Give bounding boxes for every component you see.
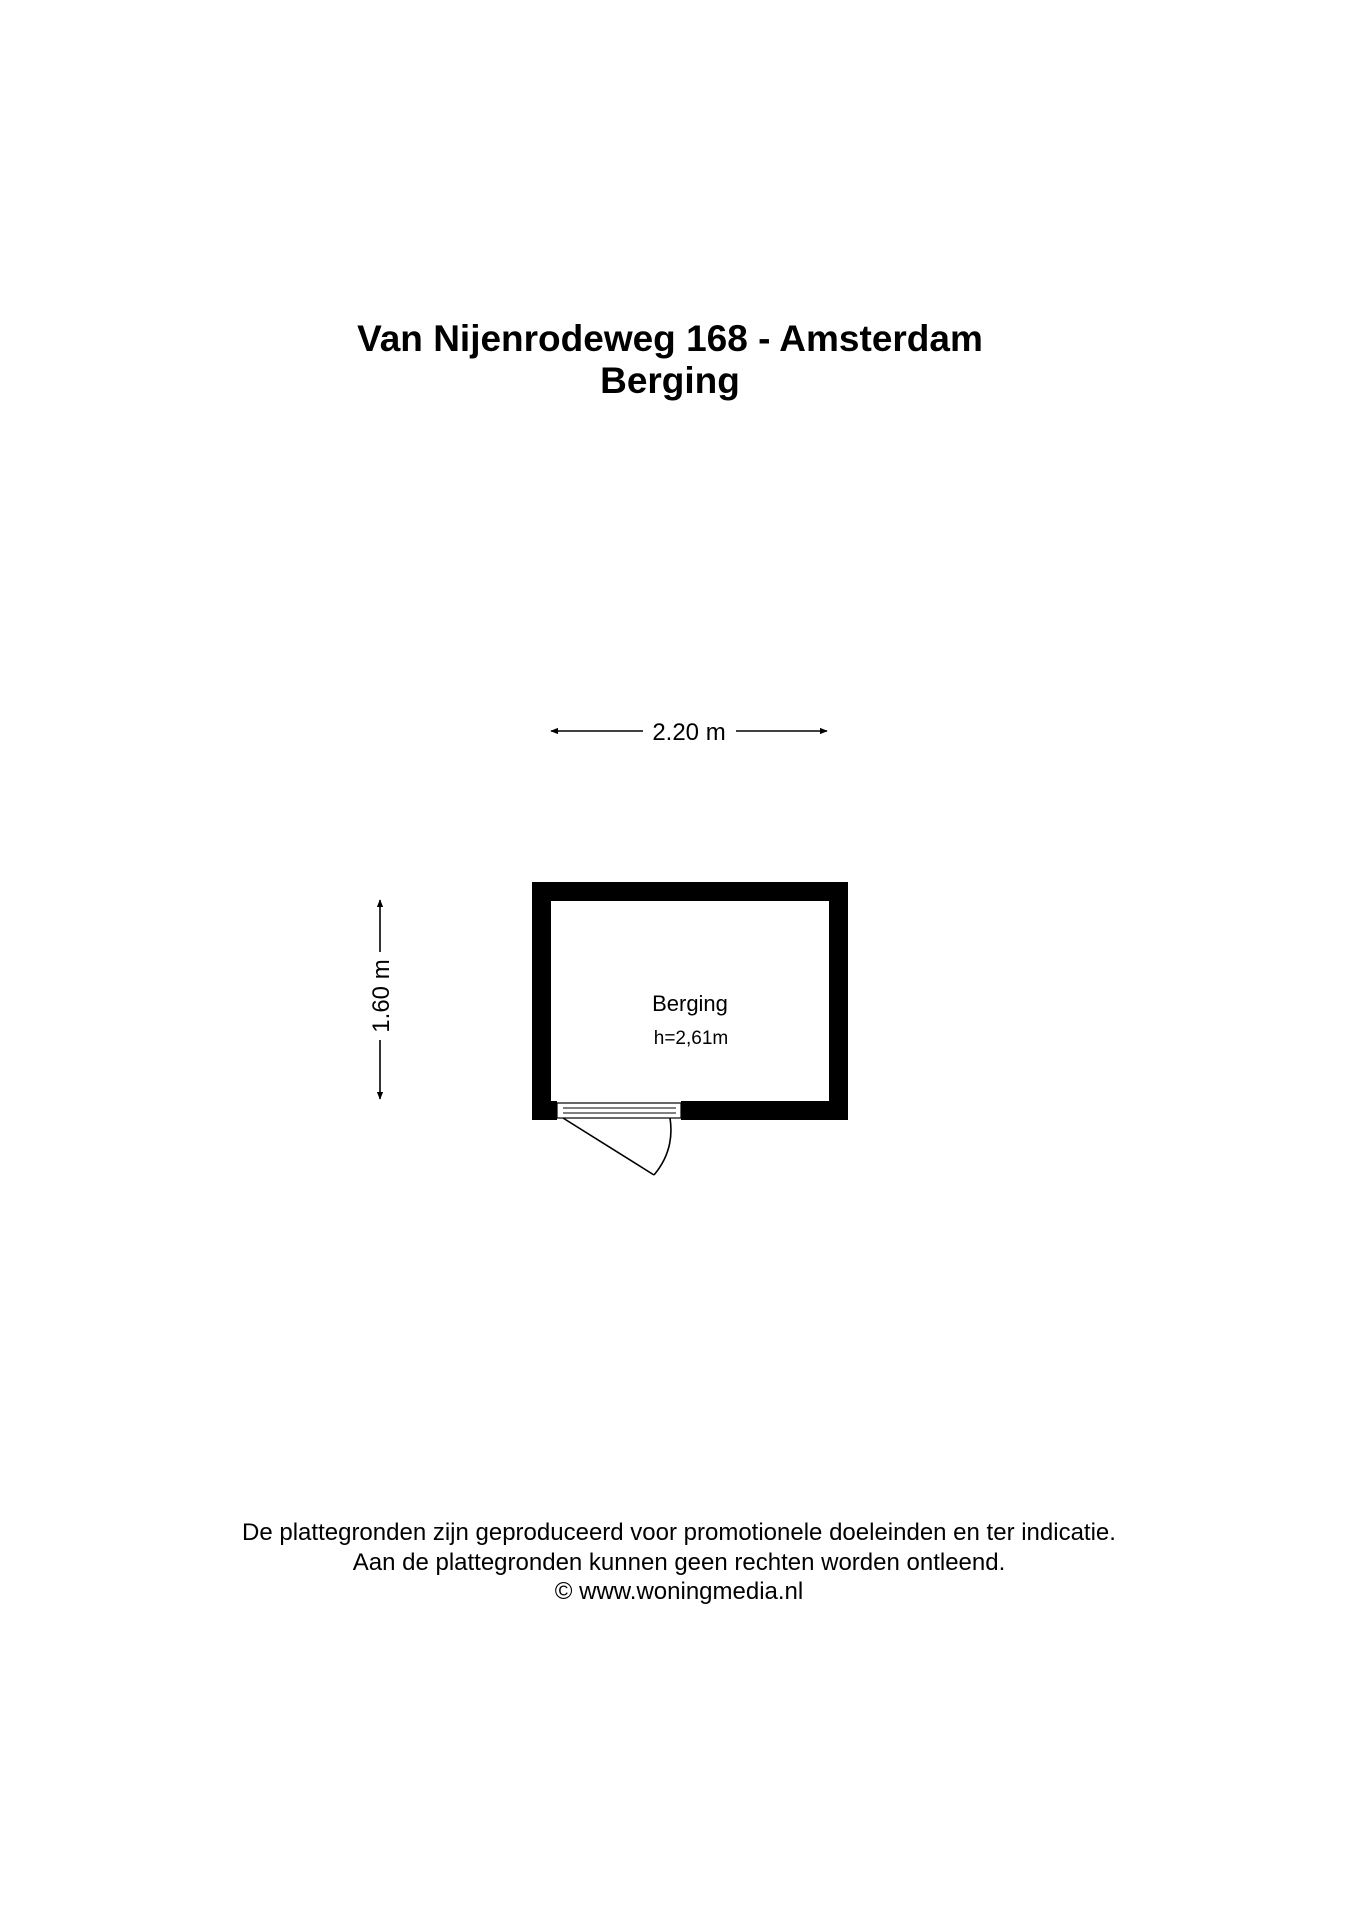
page-title: Van Nijenrodeweg 168 - Amsterdam — [357, 318, 983, 359]
room-name: Berging — [652, 991, 728, 1016]
depth-dimension — [368, 900, 395, 1099]
wall-bottom-right — [681, 1101, 848, 1120]
door-leaf — [563, 1118, 654, 1175]
door-threshold — [557, 1103, 681, 1118]
disclaimer-line: De plattegronden zijn geproduceerd voor promotionele doeleinden en ter indicatie. — [242, 1519, 1116, 1546]
door-swing-arc — [654, 1118, 671, 1175]
wall-top — [532, 882, 848, 901]
disclaimer-line: Aan de plattegronden kunnen geen rechten worden ontleend. — [352, 1549, 1006, 1576]
width-dimension — [551, 719, 827, 746]
room-height: h=2,61m — [653, 1028, 729, 1049]
copyright-line: © www.woningmedia.nl — [554, 1578, 804, 1605]
wall-left — [532, 882, 551, 1120]
page-subtitle: Berging — [600, 360, 740, 401]
width-dimension-label: 2.20 m — [652, 719, 726, 746]
wall-bottom-left — [532, 1101, 557, 1120]
depth-dimension-label: 1.60 m — [368, 959, 395, 1033]
door — [557, 1103, 681, 1175]
wall-right — [829, 882, 848, 1120]
